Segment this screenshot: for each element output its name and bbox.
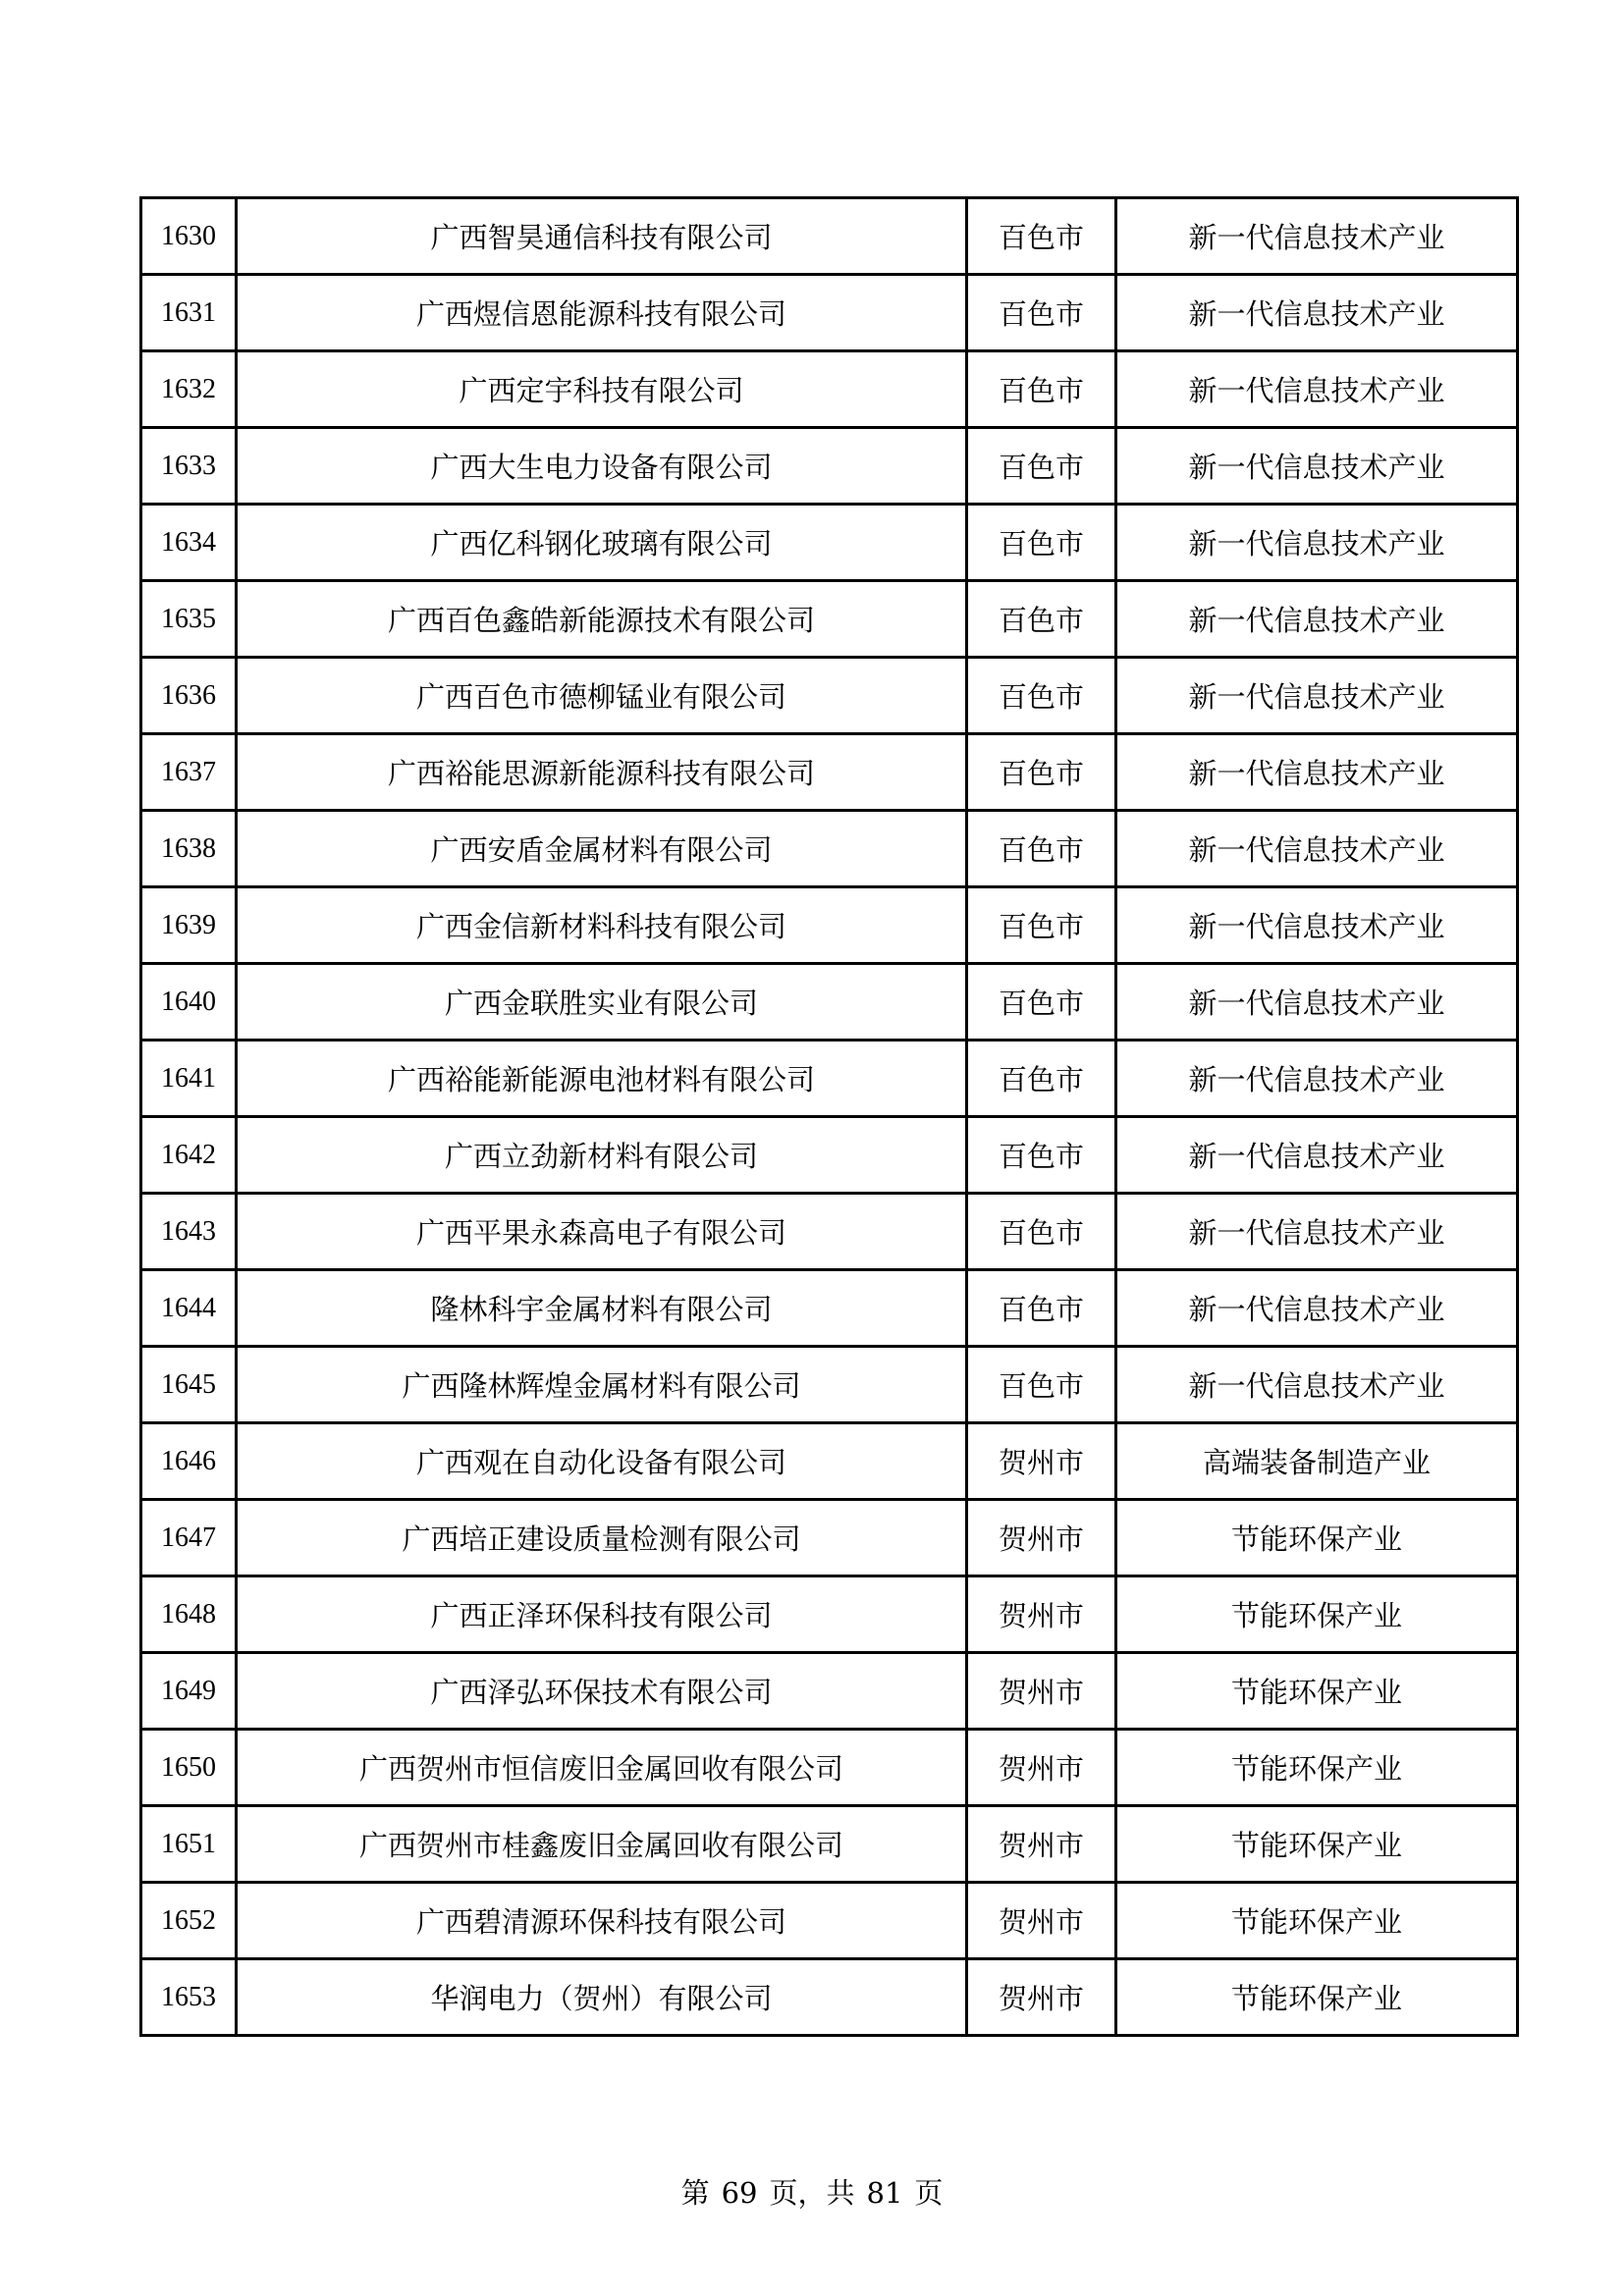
company-name: 广西观在自动化设备有限公司: [237, 1423, 967, 1500]
city-cell: 贺州市: [967, 1883, 1116, 1959]
industry-cell: 节能环保产业: [1116, 1806, 1518, 1883]
table-row: [141, 1883, 1518, 1959]
company-name: 广西裕能新能源电池材料有限公司: [237, 1041, 967, 1117]
row-number: 1648: [141, 1576, 237, 1653]
company-name: 广西安盾金属材料有限公司: [237, 811, 967, 887]
city-cell: 百色市: [967, 1194, 1116, 1270]
city-cell: 百色市: [967, 505, 1116, 581]
city-cell: 贺州市: [967, 1959, 1116, 2036]
page-number: 69: [721, 2176, 758, 2210]
industry-cell: 新一代信息技术产业: [1116, 275, 1518, 351]
table-row: [141, 734, 1518, 811]
table-row: [141, 1806, 1518, 1883]
city-cell: 贺州市: [967, 1576, 1116, 1653]
row-number: 1652: [141, 1883, 237, 1959]
city-cell: 百色市: [967, 658, 1116, 734]
company-name: 广西平果永森高电子有限公司: [237, 1194, 967, 1270]
footer-prefix: 第: [680, 2176, 710, 2210]
city-cell: 百色市: [967, 198, 1116, 275]
row-number: 1630: [141, 198, 237, 275]
company-name: 广西贺州市恒信废旧金属回收有限公司: [237, 1730, 967, 1806]
table-row: [141, 1117, 1518, 1194]
company-name: 广西定宇科技有限公司: [237, 351, 967, 428]
company-name: 华润电力（贺州）有限公司: [237, 1959, 967, 2036]
city-cell: 贺州市: [967, 1730, 1116, 1806]
table-row: [141, 1576, 1518, 1653]
table-row: [141, 1730, 1518, 1806]
industry-cell: 新一代信息技术产业: [1116, 428, 1518, 505]
table-row: [141, 275, 1518, 351]
city-cell: 百色市: [967, 1117, 1116, 1194]
row-number: 1645: [141, 1347, 237, 1423]
company-name: 隆林科宇金属材料有限公司: [237, 1270, 967, 1347]
industry-cell: 新一代信息技术产业: [1116, 351, 1518, 428]
industry-cell: 节能环保产业: [1116, 1576, 1518, 1653]
company-name: 广西金联胜实业有限公司: [237, 964, 967, 1041]
row-number: 1637: [141, 734, 237, 811]
industry-cell: 新一代信息技术产业: [1116, 1041, 1518, 1117]
table-row: [141, 1653, 1518, 1730]
city-cell: 百色市: [967, 581, 1116, 658]
industry-cell: 新一代信息技术产业: [1116, 1194, 1518, 1270]
company-name: 广西大生电力设备有限公司: [237, 428, 967, 505]
company-name: 广西煜信恩能源科技有限公司: [237, 275, 967, 351]
table-row: [141, 198, 1518, 275]
row-number: 1640: [141, 964, 237, 1041]
row-number: 1632: [141, 351, 237, 428]
city-cell: 百色市: [967, 1347, 1116, 1423]
row-number: 1643: [141, 1194, 237, 1270]
company-name: 广西正泽环保科技有限公司: [237, 1576, 967, 1653]
industry-cell: 节能环保产业: [1116, 1883, 1518, 1959]
industry-cell: 高端装备制造产业: [1116, 1423, 1518, 1500]
table-row: [141, 1423, 1518, 1500]
city-cell: 贺州市: [967, 1806, 1116, 1883]
company-name: 广西泽弘环保技术有限公司: [237, 1653, 967, 1730]
table-row: [141, 1194, 1518, 1270]
industry-cell: 节能环保产业: [1116, 1500, 1518, 1576]
row-number: 1647: [141, 1500, 237, 1576]
city-cell: 贺州市: [967, 1653, 1116, 1730]
city-cell: 贺州市: [967, 1500, 1116, 1576]
table-row: [141, 505, 1518, 581]
row-number: 1649: [141, 1653, 237, 1730]
industry-cell: 新一代信息技术产业: [1116, 198, 1518, 275]
city-cell: 百色市: [967, 275, 1116, 351]
table-row: [141, 351, 1518, 428]
industry-cell: 新一代信息技术产业: [1116, 1347, 1518, 1423]
company-name: 广西亿科钢化玻璃有限公司: [237, 505, 967, 581]
industry-cell: 新一代信息技术产业: [1116, 505, 1518, 581]
row-number: 1646: [141, 1423, 237, 1500]
row-number: 1653: [141, 1959, 237, 2036]
row-number: 1636: [141, 658, 237, 734]
industry-cell: 节能环保产业: [1116, 1653, 1518, 1730]
company-name: 广西百色鑫皓新能源技术有限公司: [237, 581, 967, 658]
city-cell: 百色市: [967, 351, 1116, 428]
industry-cell: 节能环保产业: [1116, 1730, 1518, 1806]
industry-cell: 新一代信息技术产业: [1116, 1117, 1518, 1194]
industry-cell: 新一代信息技术产业: [1116, 658, 1518, 734]
company-name: 广西裕能思源新能源科技有限公司: [237, 734, 967, 811]
industry-cell: 新一代信息技术产业: [1116, 581, 1518, 658]
row-number: 1634: [141, 505, 237, 581]
row-number: 1651: [141, 1806, 237, 1883]
footer-suffix: 页: [914, 2176, 944, 2210]
city-cell: 百色市: [967, 1270, 1116, 1347]
company-name: 广西碧清源环保科技有限公司: [237, 1883, 967, 1959]
company-name: 广西金信新材料科技有限公司: [237, 887, 967, 964]
table-row: [141, 581, 1518, 658]
industry-cell: 新一代信息技术产业: [1116, 887, 1518, 964]
row-number: 1631: [141, 275, 237, 351]
row-number: 1633: [141, 428, 237, 505]
city-cell: 百色市: [967, 428, 1116, 505]
industry-cell: 新一代信息技术产业: [1116, 1270, 1518, 1347]
table-row: [141, 964, 1518, 1041]
table-row: [141, 811, 1518, 887]
city-cell: 百色市: [967, 887, 1116, 964]
industry-cell: 新一代信息技术产业: [1116, 811, 1518, 887]
page-footer: [0, 2171, 1624, 2212]
row-number: 1635: [141, 581, 237, 658]
total-pages: 81: [866, 2176, 903, 2210]
footer-mid: 页，共: [769, 2176, 855, 2210]
industry-cell: 节能环保产业: [1116, 1959, 1518, 2036]
industry-cell: 新一代信息技术产业: [1116, 734, 1518, 811]
city-cell: 贺州市: [967, 1423, 1116, 1500]
table-row: [141, 1270, 1518, 1347]
row-number: 1638: [141, 811, 237, 887]
company-name: 广西培正建设质量检测有限公司: [237, 1500, 967, 1576]
company-name: 广西隆林辉煌金属材料有限公司: [237, 1347, 967, 1423]
table-row: [141, 887, 1518, 964]
company-name: 广西立劲新材料有限公司: [237, 1117, 967, 1194]
table-row: [141, 1041, 1518, 1117]
table-row: [141, 1959, 1518, 2036]
table-row: [141, 1500, 1518, 1576]
city-cell: 百色市: [967, 1041, 1116, 1117]
table-row: [141, 428, 1518, 505]
table-row: [141, 1347, 1518, 1423]
row-number: 1641: [141, 1041, 237, 1117]
city-cell: 百色市: [967, 964, 1116, 1041]
table-row: [141, 658, 1518, 734]
row-number: 1642: [141, 1117, 237, 1194]
company-table: [139, 196, 1519, 2037]
industry-cell: 新一代信息技术产业: [1116, 964, 1518, 1041]
row-number: 1639: [141, 887, 237, 964]
row-number: 1650: [141, 1730, 237, 1806]
city-cell: 百色市: [967, 734, 1116, 811]
city-cell: 百色市: [967, 811, 1116, 887]
row-number: 1644: [141, 1270, 237, 1347]
company-name: 广西贺州市桂鑫废旧金属回收有限公司: [237, 1806, 967, 1883]
company-name: 广西百色市德柳锰业有限公司: [237, 658, 967, 734]
company-name: 广西智昊通信科技有限公司: [237, 198, 967, 275]
